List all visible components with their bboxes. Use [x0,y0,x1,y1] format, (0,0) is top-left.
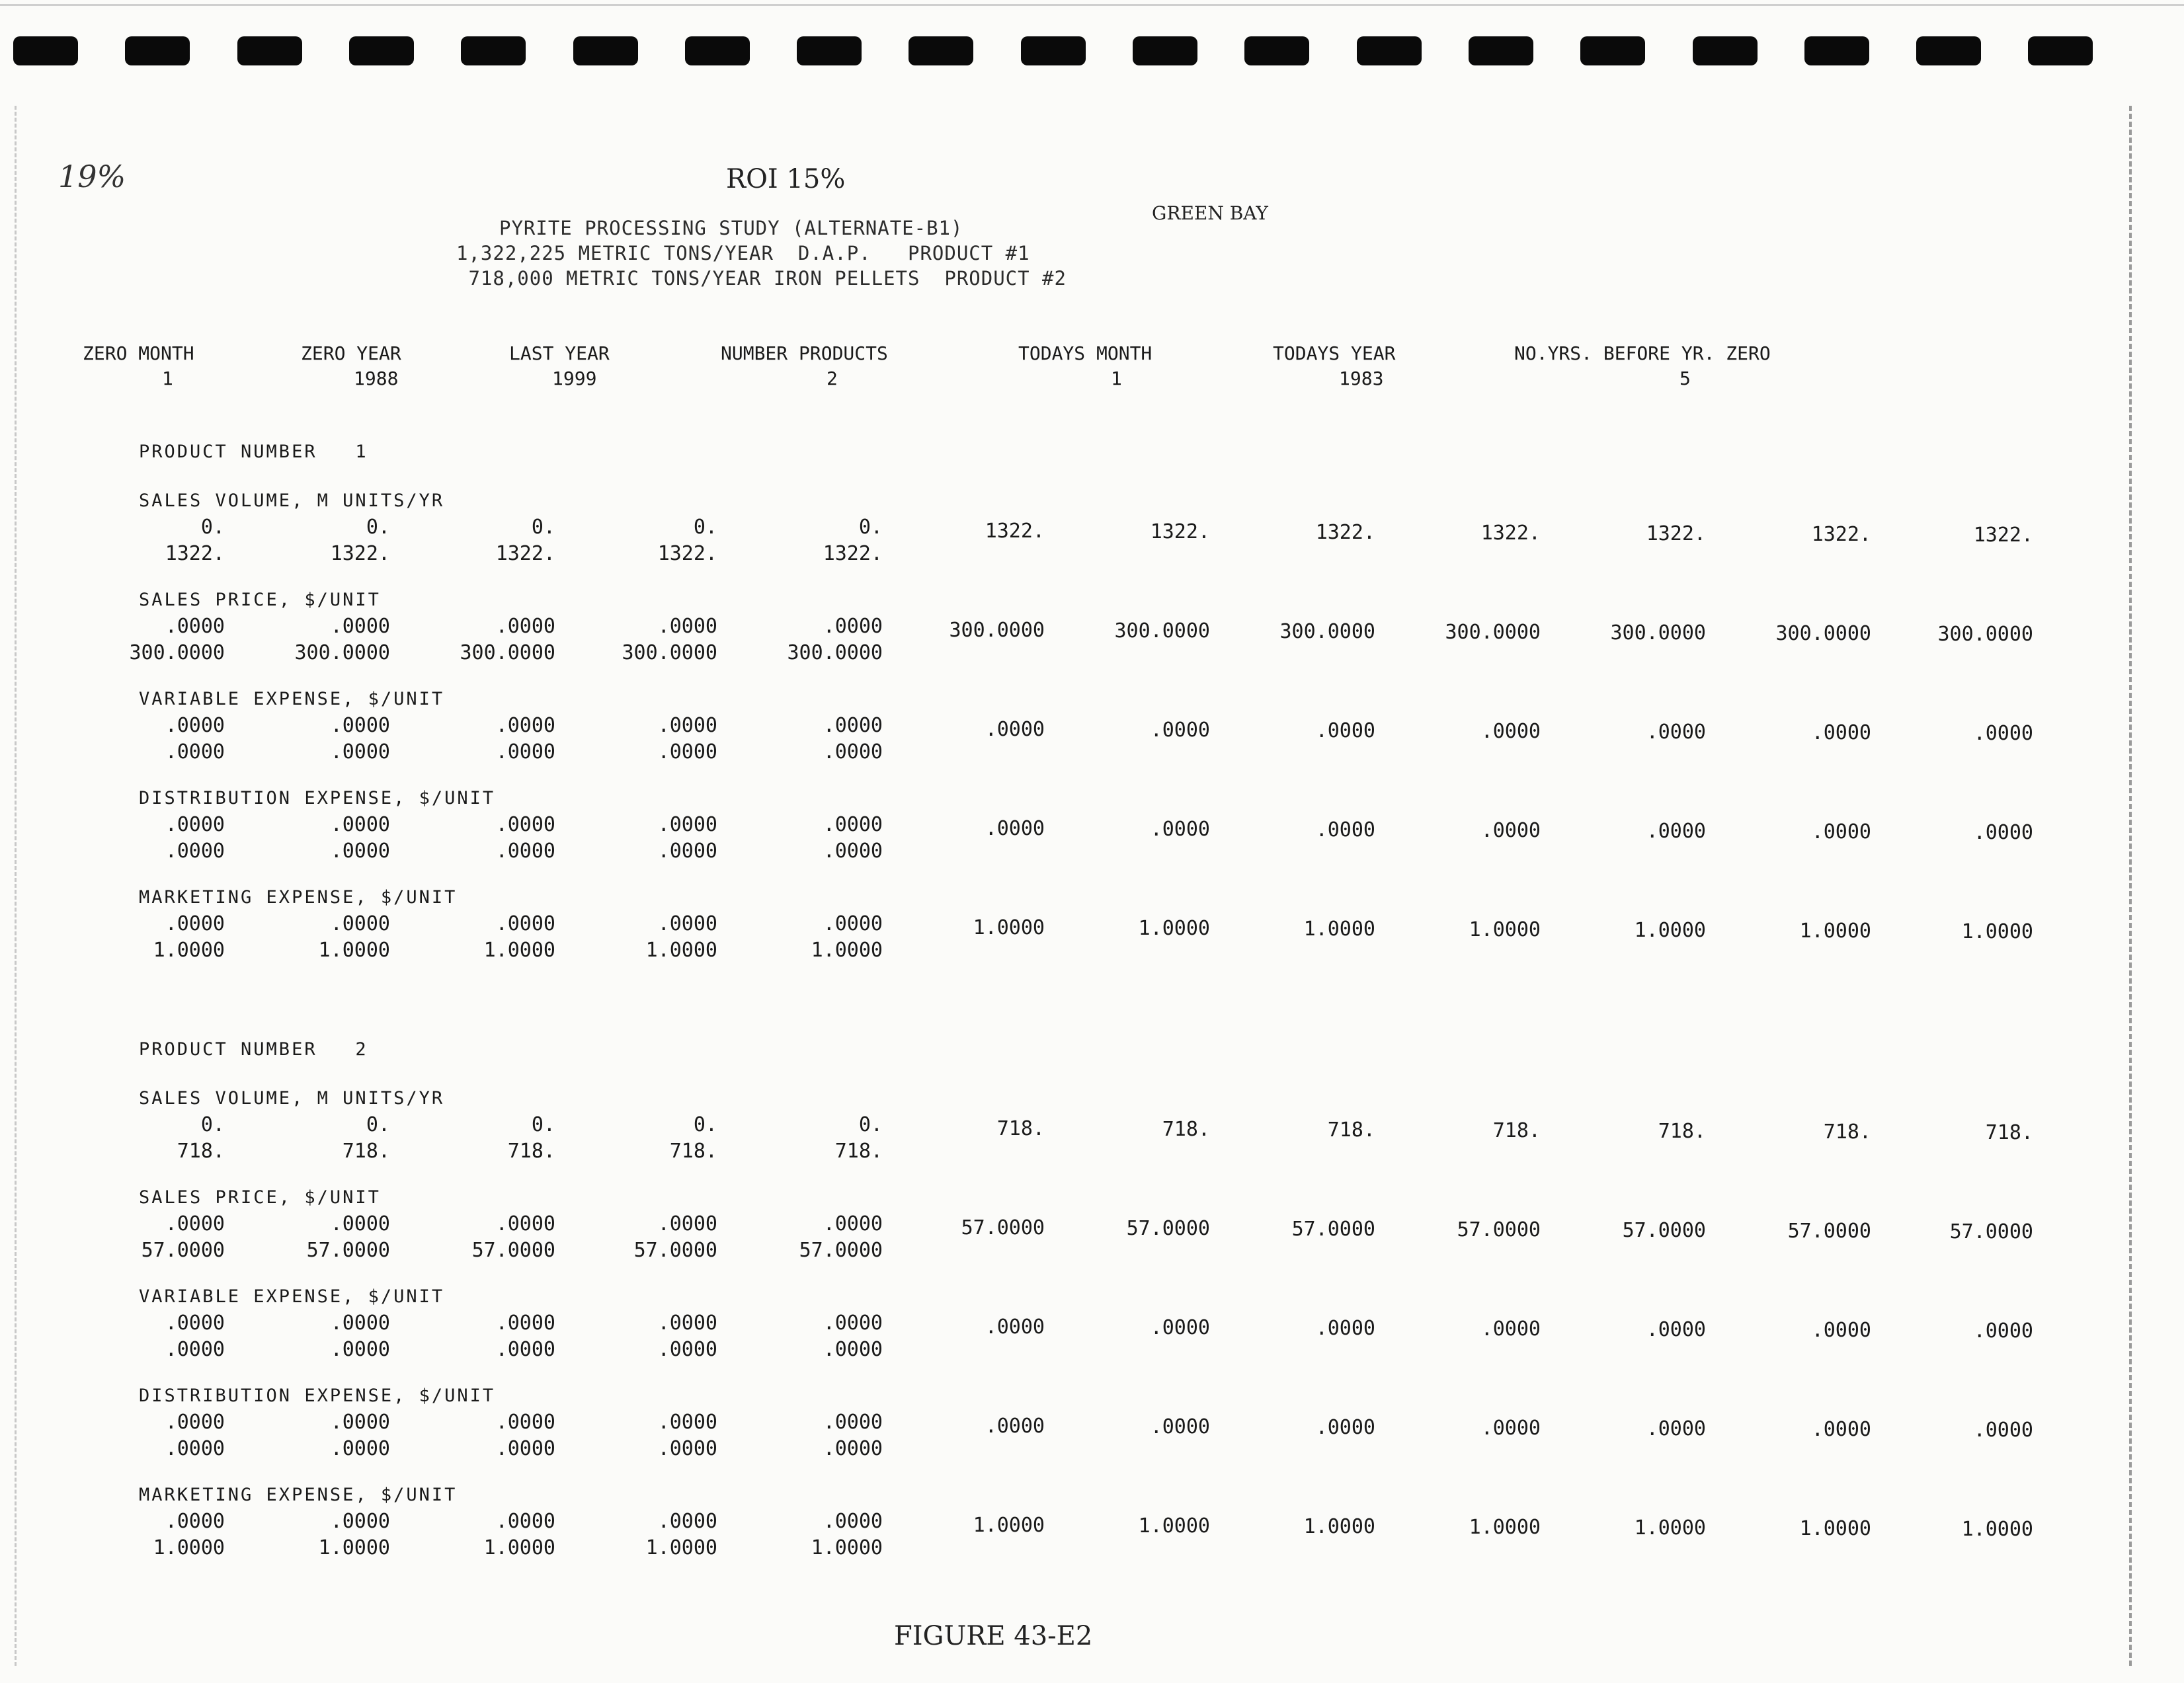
value-cell: 1322. [495,542,555,565]
value-cell: .0000 [985,1415,1045,1438]
value-cell: 300.0000 [1279,620,1375,643]
header-value: 1983 [1339,368,1384,389]
value-cell: .0000 [330,714,390,737]
value-cell: 0. [858,1113,883,1136]
feed-hole [461,36,526,65]
value-cell: .0000 [1973,1419,2033,1442]
value-cell: 1.0000 [1961,1518,2033,1541]
value-cell: 57.0000 [141,1239,225,1262]
value-cell: 1.0000 [1138,1514,1210,1538]
feed-hole [1133,36,1197,65]
header-value: 1 [1111,368,1122,389]
value-cell: .0000 [495,1411,555,1434]
value-cell: 1.0000 [318,939,390,962]
value-cell: 1322. [1480,522,1541,545]
value-cell: .0000 [985,718,1045,741]
value-cell: .0000 [657,1212,717,1235]
value-cell: .0000 [330,813,390,836]
value-cell: .0000 [1480,1317,1541,1341]
value-cell: 718. [507,1140,555,1163]
value-cell: 0. [200,1113,225,1136]
value-cell: 300.0000 [1114,619,1210,643]
feed-hole [125,36,190,65]
value-cell: 1.0000 [1799,920,1871,943]
value-cell: 718. [1985,1121,2033,1144]
handwritten-note: 19% [58,159,126,194]
value-cell: 57.0000 [1291,1218,1375,1241]
header-label: ZERO YEAR [301,342,401,364]
section-label: SALES VOLUME, M UNITS/YR [139,1088,445,1109]
value-cell: 1322. [657,542,717,565]
value-cell: 57.0000 [799,1239,883,1262]
value-cell: .0000 [657,740,717,763]
value-cell: .0000 [165,740,225,763]
value-cell: 1322. [1315,521,1375,544]
value-cell: .0000 [165,714,225,737]
value-cell: 300.0000 [1937,623,2033,646]
value-cell: 300.0000 [129,641,225,664]
value-cell: 718. [834,1140,883,1163]
value-cell: 718. [1658,1120,1706,1143]
feed-hole [909,36,973,65]
header-label: NUMBER PRODUCTS [721,342,888,364]
value-cell: .0000 [165,1311,225,1335]
feed-hole [1580,36,1645,65]
value-cell: .0000 [165,840,225,863]
value-cell: .0000 [823,840,883,863]
value-cell: .0000 [495,615,555,638]
value-cell: 1.0000 [1469,918,1541,941]
feed-hole [1693,36,1758,65]
value-cell: .0000 [495,1437,555,1460]
value-cell: .0000 [823,813,883,836]
figure-caption: FIGURE 43-E2 [894,1621,1093,1651]
value-cell: 300.0000 [1775,622,1871,645]
value-cell: .0000 [330,1437,390,1460]
value-cell: .0000 [1480,1417,1541,1440]
value-cell: .0000 [1150,719,1210,742]
value-cell: .0000 [1973,1319,2033,1343]
header-value: 1999 [552,368,597,389]
value-cell: .0000 [657,1437,717,1460]
value-cell: .0000 [1150,1415,1210,1438]
value-cell: 1.0000 [1303,1515,1375,1538]
value-cell: .0000 [823,1510,883,1533]
value-cell: .0000 [823,740,883,763]
value-cell: .0000 [1646,1318,1706,1341]
value-cell: 1.0000 [645,1536,717,1559]
header-value: 1 [162,368,173,389]
value-cell: .0000 [165,912,225,935]
value-cell: 57.0000 [961,1216,1045,1239]
section-label: MARKETING EXPENSE, $/UNIT [139,887,458,908]
value-cell: 718. [669,1140,717,1163]
value-cell: .0000 [823,1411,883,1434]
feed-hole [573,36,638,65]
value-cell: .0000 [657,1311,717,1335]
value-cell: 0. [693,1113,717,1136]
value-cell: 0. [858,516,883,539]
tractor-feed-strip [0,0,2184,106]
header-label: NO.YRS. BEFORE YR. ZERO [1514,342,1771,364]
value-cell: 1322. [1811,523,1871,546]
value-cell: 1322. [985,520,1045,543]
value-cell: .0000 [495,1510,555,1533]
value-cell: 57.0000 [1126,1217,1210,1240]
value-cell: .0000 [1315,719,1375,742]
value-cell: .0000 [823,615,883,638]
value-cell: .0000 [495,1212,555,1235]
value-cell: 300.0000 [949,619,1045,642]
value-cell: 57.0000 [1622,1219,1706,1242]
section-label: SALES VOLUME, M UNITS/YR [139,490,445,511]
header-label: TODAYS MONTH [1018,342,1153,364]
value-cell: .0000 [1973,821,2033,844]
feed-hole [1244,36,1309,65]
value-cell: .0000 [985,817,1045,840]
product-heading: PRODUCT NUMBER 1 [139,442,368,462]
section-label: SALES PRICE, $/UNIT [139,1187,381,1208]
value-cell: .0000 [657,714,717,737]
feed-hole [1357,36,1422,65]
value-cell: 57.0000 [1949,1220,2033,1243]
value-cell: .0000 [330,1311,390,1335]
value-cell: .0000 [1811,1418,1871,1441]
value-cell: .0000 [495,840,555,863]
value-cell: .0000 [495,1338,555,1361]
value-cell: .0000 [330,615,390,638]
value-cell: 300.0000 [1445,621,1541,644]
value-cell: .0000 [823,1437,883,1460]
value-cell: .0000 [657,840,717,863]
value-cell: 1.0000 [1961,920,2033,943]
value-cell: 1322. [1150,520,1210,543]
feed-hole [237,36,302,65]
feed-hole [685,36,750,65]
value-cell: 300.0000 [460,641,555,664]
header-label: TODAYS YEAR [1273,342,1396,364]
value-cell: .0000 [823,912,883,935]
value-cell: 1.0000 [1303,918,1375,941]
section-label: MARKETING EXPENSE, $/UNIT [139,1485,458,1505]
value-cell: .0000 [165,1510,225,1533]
value-cell: .0000 [1811,820,1871,843]
value-cell: .0000 [330,1411,390,1434]
section-label: SALES PRICE, $/UNIT [139,590,381,610]
feed-hole [797,36,862,65]
value-cell: 0. [366,1113,390,1136]
paper-top-edge [0,4,2184,6]
value-cell: .0000 [1646,820,1706,843]
left-perforation [15,106,17,1666]
title-line-2: 1,322,225 METRIC TONS/YEAR D.A.P. PRODUCT #1 [456,242,1030,264]
value-cell: 57.0000 [306,1239,390,1262]
value-cell: .0000 [330,1338,390,1361]
value-cell: 1.0000 [811,1536,883,1559]
value-cell: 1.0000 [1799,1517,1871,1540]
value-cell: .0000 [1315,1317,1375,1340]
header-value: 2 [827,368,838,389]
value-cell: .0000 [823,1212,883,1235]
value-cell: 300.0000 [1610,621,1706,645]
value-cell: 57.0000 [633,1239,717,1262]
feed-hole [13,36,78,65]
value-cell: .0000 [165,813,225,836]
value-cell: .0000 [330,1510,390,1533]
value-cell: 0. [200,516,225,539]
value-cell: 718. [1492,1119,1541,1142]
value-cell: 1.0000 [483,1536,555,1559]
value-cell: 0. [531,516,555,539]
value-cell: 718. [1162,1118,1210,1141]
value-cell: 1.0000 [1634,1516,1706,1540]
value-cell: 1.0000 [318,1536,390,1559]
header-label: LAST YEAR [509,342,610,364]
feed-hole [1916,36,1981,65]
value-cell: 1.0000 [1634,919,1706,942]
value-cell: 300.0000 [622,641,717,664]
value-cell: .0000 [1480,720,1541,743]
value-cell: .0000 [330,840,390,863]
value-cell: 718. [1327,1118,1375,1142]
value-cell: .0000 [657,1411,717,1434]
value-cell: .0000 [1150,818,1210,841]
value-cell: 1.0000 [483,939,555,962]
value-cell: 0. [366,516,390,539]
value-cell: 300.0000 [787,641,883,664]
value-cell: 718. [1823,1120,1871,1144]
value-cell: 1.0000 [973,916,1045,939]
value-cell: 718. [177,1140,225,1163]
value-cell: .0000 [823,1338,883,1361]
product-heading: PRODUCT NUMBER 2 [139,1039,368,1060]
right-perforation [2129,106,2132,1666]
value-cell: .0000 [1973,722,2033,745]
value-cell: 0. [693,516,717,539]
location-label: GREEN BAY [1152,202,1268,224]
title-line-3: 718,000 METRIC TONS/YEAR IRON PELLETS PRODUCT #2 [456,267,1067,290]
value-cell: .0000 [330,1212,390,1235]
value-cell: 1.0000 [153,1536,225,1559]
feed-hole [349,36,414,65]
value-cell: 1.0000 [973,1514,1045,1537]
value-cell: 57.0000 [471,1239,555,1262]
value-cell: .0000 [495,714,555,737]
value-cell: .0000 [495,912,555,935]
value-cell: .0000 [1315,1416,1375,1439]
feed-hole [1469,36,1533,65]
value-cell: .0000 [1646,721,1706,744]
value-cell: 718. [996,1117,1045,1140]
value-cell: .0000 [657,813,717,836]
section-label: VARIABLE EXPENSE, $/UNIT [139,689,445,709]
value-cell: .0000 [823,1311,883,1335]
value-cell: .0000 [1646,1417,1706,1440]
value-cell: .0000 [657,1338,717,1361]
value-cell: 1.0000 [645,939,717,962]
value-cell: 57.0000 [1787,1220,1871,1243]
feed-hole [1804,36,1869,65]
value-cell: 1322. [330,542,390,565]
section-label: DISTRIBUTION EXPENSE, $/UNIT [139,788,496,808]
value-cell: .0000 [495,740,555,763]
value-cell: .0000 [165,1212,225,1235]
value-cell: 1.0000 [1138,917,1210,940]
value-cell: 1322. [1646,522,1706,545]
header-value: 5 [1679,368,1691,389]
value-cell: 1.0000 [153,939,225,962]
value-cell: .0000 [165,615,225,638]
value-cell: .0000 [823,714,883,737]
value-cell: .0000 [985,1315,1045,1339]
header-value: 1988 [354,368,399,389]
feed-hole [1021,36,1086,65]
value-cell: .0000 [495,1311,555,1335]
section-label: DISTRIBUTION EXPENSE, $/UNIT [139,1386,496,1406]
value-cell: 300.0000 [294,641,390,664]
feed-hole [2028,36,2093,65]
title-line-1: PYRITE PROCESSING STUDY (ALTERNATE-B1) [499,217,963,239]
value-cell: 718. [342,1140,390,1163]
value-cell: .0000 [1811,721,1871,744]
value-cell: .0000 [165,1437,225,1460]
value-cell: .0000 [1315,818,1375,842]
roi-label: ROI 15% [726,164,846,194]
value-cell: .0000 [165,1338,225,1361]
value-cell: .0000 [657,912,717,935]
value-cell: .0000 [165,1411,225,1434]
value-cell: 1.0000 [811,939,883,962]
value-cell: .0000 [1150,1316,1210,1339]
value-cell: .0000 [1480,819,1541,842]
value-cell: .0000 [657,615,717,638]
value-cell: .0000 [495,813,555,836]
value-cell: 1322. [823,542,883,565]
value-cell: 0. [531,1113,555,1136]
value-cell: 1322. [1973,524,2033,547]
value-cell: .0000 [330,740,390,763]
value-cell: .0000 [657,1510,717,1533]
section-label: VARIABLE EXPENSE, $/UNIT [139,1286,445,1307]
header-label: ZERO MONTH [83,342,194,364]
value-cell: .0000 [1811,1319,1871,1342]
value-cell: .0000 [330,912,390,935]
value-cell: 1.0000 [1469,1516,1541,1539]
value-cell: 57.0000 [1457,1218,1541,1241]
value-cell: 1322. [165,542,225,565]
